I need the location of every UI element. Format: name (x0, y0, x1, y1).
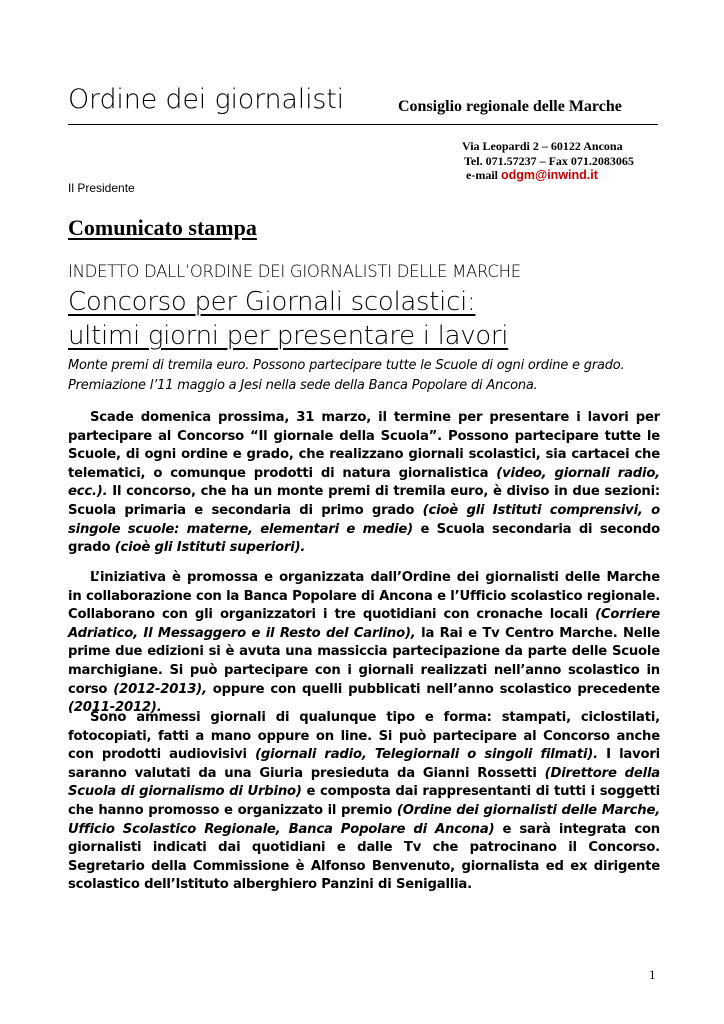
kicker-line: INDETTO DALL’ORDINE DEI GIORNALISTI DELLE MARCHE (68, 262, 521, 281)
email-link[interactable]: odgm@inwind.it (501, 168, 598, 182)
paragraph-run: e Scuola secondaria di secondo grado (68, 521, 660, 556)
headline-line-2: ultimi giorni per presentare i lavori (68, 321, 509, 351)
subheadline: Monte premi di tremila euro. Possono partecipare tutte le Scuole di ogni ordine e grado. Premiazione l’11 maggio a Jesi nella sede della Banca Popolare di Ancona. (68, 358, 625, 393)
phone-fax-line: Tel. 071.57237 – Fax 071.2083065 (464, 154, 634, 168)
paragraph-italic-run: (video, giornali radio, ecc.). (68, 465, 660, 500)
press-release-title: Comunicato stampa (68, 215, 257, 240)
paragraph-italic-run: (cioè gli Istituti comprensivi, o singole scuole: materne, elementari e medie) (68, 502, 660, 537)
paragraph-run: oppure con quelli pubblicati nell’anno scolastico precedente (206, 681, 660, 697)
address-line: Via Leopardi 2 – 60122 Ancona (462, 139, 623, 153)
paragraph-run: L’iniziativa è promossa e organizzata dall’Ordine dei giornalisti delle Marche in collaborazione con la Banca Popolare di Ancona e l’Ufficio scolastico regionale. Collaborano con gli organizzatori i tre quotidiani con cronache locali (68, 570, 660, 623)
paragraph-run: e composta dai rappresentanti di tutti i soggetti che hanno promosso e organizzato il premio (68, 784, 660, 818)
regional-council-name: Consiglio regionale delle Marche (398, 98, 622, 115)
paragraph-italic-run: (2012-2013), (113, 681, 207, 697)
signer-role: Il Presidente (68, 181, 135, 195)
paragraph-run: Sono ammessi giornali di qualunque tipo e forma: stampati, ciclostilati, fotocopiati, fatti a mano oppure on line. Si può partecipare al Concorso anche con prodotti audiovisivi (68, 710, 660, 763)
body-paragraph (68, 569, 660, 718)
paragraph-run: la Rai e Tv Centro Marche. Nelle prime due edizioni si è avuta una massiccia partecipazione da parte delle Scuole marchigiane. Si può partecipare con i giornali realizzati nell’anno scolastico in corso (68, 625, 660, 697)
body-paragraph (68, 709, 660, 895)
email-line (466, 168, 598, 183)
paragraph-run: Il concorso, che ha un monte premi di tremila euro, è diviso in due sezioni: Scuola primaria e secondaria di primo grado (68, 484, 660, 518)
paragraph-italic-run: (Direttore della Scuola di giornalismo di Urbino) (68, 765, 660, 800)
paragraph-italic-run: (cioè gli Istituti superiori). (114, 540, 306, 556)
paragraph-italic-run: (Ordine dei giornalisti delle Marche, Ufficio Scolastico Regionale, Banca Popolare di Ancona) (68, 802, 660, 837)
page-number: 1 (649, 967, 656, 982)
org-name: Ordine dei giornalisti (68, 84, 344, 115)
body-paragraph (68, 409, 660, 558)
paragraph-run: e sarà integrata con giornalisti indicati dai quotidiani e dalle Tv che patrocinano il Concorso. Segretario della Commissione è Alfonso Benvenuto, giornalista ed ex dirigente scolastico dell’Istituto alberghiero Panzini di Senigallia. (68, 821, 660, 893)
header-divider (68, 124, 658, 125)
headline-line-1: Concorso per Giornali scolastici: (68, 287, 476, 317)
paragraph-italic-run: (giornali radio, Telegiornali o singoli filmati). (255, 747, 598, 763)
paragraph-italic-run: (2011-2012). (68, 700, 162, 716)
paragraph-run: Scade domenica prossima, 31 marzo, il termine per presentare i lavori per partecipare al Concorso “Il giornale della Scuola”. Possono partecipare tutte le Scuole, di ogni ordine e grado, che realizzano giornali scolastici, sia cartacei che telematici, o comunque prodotti di natura giornalistica (68, 410, 660, 481)
paragraph-italic-run: (Corriere Adriatico, Il Messaggero e il Resto del Carlino), (68, 607, 660, 641)
paragraph-run: I lavori saranno valutati da una Giuria presieduta da Gianni Rossetti (68, 747, 660, 781)
email-label: e-mail (466, 168, 498, 182)
